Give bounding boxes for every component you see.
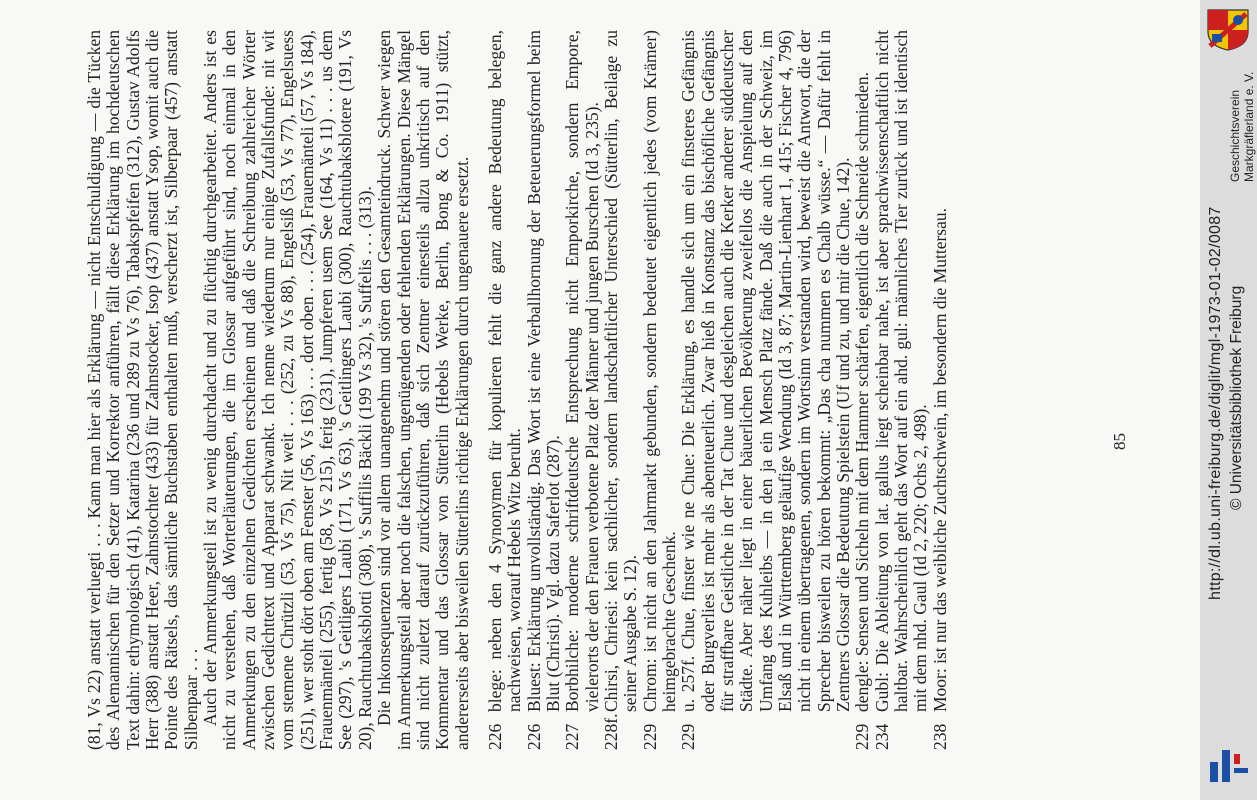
entry-page-ref: 228f. bbox=[600, 713, 621, 750]
entry-text: u. 257f. Chue, finster wie ne Chue: Die Erklärung, es handle sich um ein finsteres Gefängnis oder Burgverlies ist mehr als abenteuerlich. Zwar hieß in Konstanz das bischöfliche Gefängnis für straffbare Geistliche in der Tat Chue und desgleichen auch die Kerker anderer süddeutscher Städte. Aber näher liegt in einer bäuerlichen Bevölkerung zweifellos die Anspielung auf den Umfang des Kuhleibs — in den ja ein Mensch Platz fände. Daß die auch in der Schweiz, im Elsaß und in Württemberg geläufige Wendung (Id 3, 87; Martin-Lienhart 1, 415; Fischer 4, 796) nicht in einem übertragenen, sondern im Wortsinn verstanden wird, beweist die Antwort, die der Sprecher bisweilen zu hören bekommt: „Das cha nummen es Chalb wüsse.“ — Dafür fehlt in Zentners Glossar die Bedeutung Spielstein (Uf und zu, und mir die Chue, 142). bbox=[678, 30, 854, 712]
entry-text: Moor: ist nur das weibliche Zuchtschwein, im besondern die Muttersau. bbox=[929, 208, 950, 712]
entry-page-ref: 229 bbox=[852, 723, 873, 750]
paragraph-1: (81, Vs 22) anstatt verluegti . . . Kann man hier als Erklärung — nicht Entschuldigung — die Tücken des Alemannischen für den Setzer und Korrektor anführen, fällt diese Erklärung im hochdeutschen Text dahin: ethymologisch (41), Katarina (236 und 289 zu Vs 76), Tabakspfeifen (312), Gustav Adolfs Herr (388) anstatt Heer, Zahnstochter (433) für Zahnstocker, Isop (437) anstatt Ysop, womit auch die Pointe des Rätsels, das sämtliche Buchstaben enthalten muß, verscherzt ist, Silberpaar (457) anstatt Silbenpaar . . . bbox=[84, 30, 201, 750]
entry-page-ref: 229 bbox=[639, 723, 660, 750]
glossary-entry bbox=[602, 30, 641, 750]
society-coat-of-arms-icon bbox=[1204, 6, 1252, 52]
glossary-entry bbox=[873, 30, 931, 750]
glossary-entries bbox=[486, 30, 950, 750]
society-name-line-2: Markgräflerland e. V. bbox=[1242, 71, 1256, 182]
entry-page-ref: 234 bbox=[871, 723, 892, 750]
glossary-entry bbox=[563, 30, 602, 750]
glossary-entry bbox=[853, 30, 872, 750]
entry-text: Chirsi, Chriesi: kein sachlicher, sondern landschaftlicher Unterschied (Sütterlin, Beilage zu seiner Ausgabe S. 12). bbox=[600, 30, 641, 712]
entry-page-ref: 226 bbox=[523, 723, 544, 750]
entry-page-ref: 238 bbox=[929, 723, 950, 750]
glossary-entry bbox=[486, 30, 525, 750]
entry-page-ref: 226 bbox=[484, 723, 505, 750]
paragraph-3: Die Inkonsequenzen sind vor allem unangenehm und stören den Gesamteindruck. Schwer wiegen im Anmerkungsteil aber noch die falschen, ungenügenden oder fehlenden Erklärungen. Diese Mängel sind nicht zuletzt darauf zurückzuführen, daß sich Zentner einesteils allzu unkritisch auf den Kommentar und das Glossar von Sütterlin (Hebels Werke, Berlin, Bong & Co. 1911) stützt, andererseits aber bisweilen Sütterlins richtige Erklärungen durch ungenauere ersetzt. bbox=[374, 30, 472, 750]
entry-text: dengle: Sensen und Sicheln mit dem Hammer schärfen, eigentlich die Schneide schmieden. bbox=[852, 71, 873, 712]
page-content bbox=[85, 30, 1155, 750]
glossary-entry bbox=[679, 30, 853, 750]
entry-text: Bluest: Erklärung unvollständig. Das Wort ist eine Verballhornung der Beteuerungsformel beim Blut (Christi). Vgl. dazu Saferlot (287). bbox=[523, 30, 563, 712]
permalink-url[interactable]: http://dl.ub.uni-freiburg.de/diglit/mgl-1973-01-02/0087 bbox=[1207, 206, 1224, 600]
copyright-notice: © Universitätsbibliothek Freiburg bbox=[1228, 285, 1245, 510]
entry-text: Gubl: Die Ableitung von lat. gallus liegt scheinbar nahe, ist aber sprachwissenschaftlich nicht haltbar. Wahrscheinlich geht das Wort auf ein ahd. gul: männliches Tier zurück und ist identisch mit dem nhd. Gaul (Id 2, 220; Ochs 2, 498). bbox=[871, 30, 931, 712]
entry-text: Chrom: ist nicht an den Jahrmarkt gebunden, sondern bedeutet eigentlich jedes (vom Krämer) heimgebrachte Geschenk. bbox=[639, 30, 679, 712]
glossary-entry bbox=[525, 30, 564, 750]
entry-text: blege: neben den 4 Synonymen für kopulieren fehlt die ganz andere Bedeutung belegen, nachweisen, worauf Hebels Witz beruht. bbox=[484, 30, 525, 712]
paragraph-2: Auch der Anmerkungsteil ist zu wenig durchdacht und zu flüchtig durchgearbeitet. Anders ist es nicht zu verstehen, daß Worterläuterungen, die im Glossar aufgeführt sind, noch einmal in den Anmerkungen zu den einzelnen Gedichten erscheinen und daß die Schreibung zahlreicher Wörter zwischen Gedichttext und Apparat schwankt. Ich nenne wiederum nur einige Zufallsfunde: nit wit vom stemene Chrützli (53, Vs 75), Nit weit . . . (252, zu Vs 88), Engelsiß (53, Vs 77), Engelsuess (251), wer stoht dört oben am Fenster (56, Vs 163) . . . dort oben . . . (254), Frauemänteli (57, Vs 184), Frauenmänteli (255), fertig (58, Vs 215), ferig (231), Jumpferen usem See (164, Vs 11) . . . us dem See (297), 's Geitligers Laubi (171, Vs 63), 's Geitlingers Laubi (300), Rauchtubaksblotere (191, Vs 20), Rauchtubaksblotti (308), 's Suffilis Bäckli (199 Vs 32), 's Suffelis . . . (313). bbox=[200, 30, 375, 750]
page-number: 85 bbox=[1110, 433, 1129, 450]
library-logo-icon bbox=[1208, 746, 1252, 784]
entry-page-ref: 227 bbox=[562, 723, 583, 750]
entry-page-ref: 229 bbox=[678, 723, 699, 750]
glossary-entry bbox=[641, 30, 680, 750]
entry-text: Borbhilche: moderne schriftdeutsche Entsprechung nicht Emporkirche, sondern Empore, vielerorts der den Frauen verbotene Platz der Männer und jungen Burschen (Id 3, 235). bbox=[562, 30, 602, 712]
society-name-line-1: Geschichtsverein bbox=[1228, 89, 1242, 182]
glossary-entry bbox=[931, 30, 950, 750]
